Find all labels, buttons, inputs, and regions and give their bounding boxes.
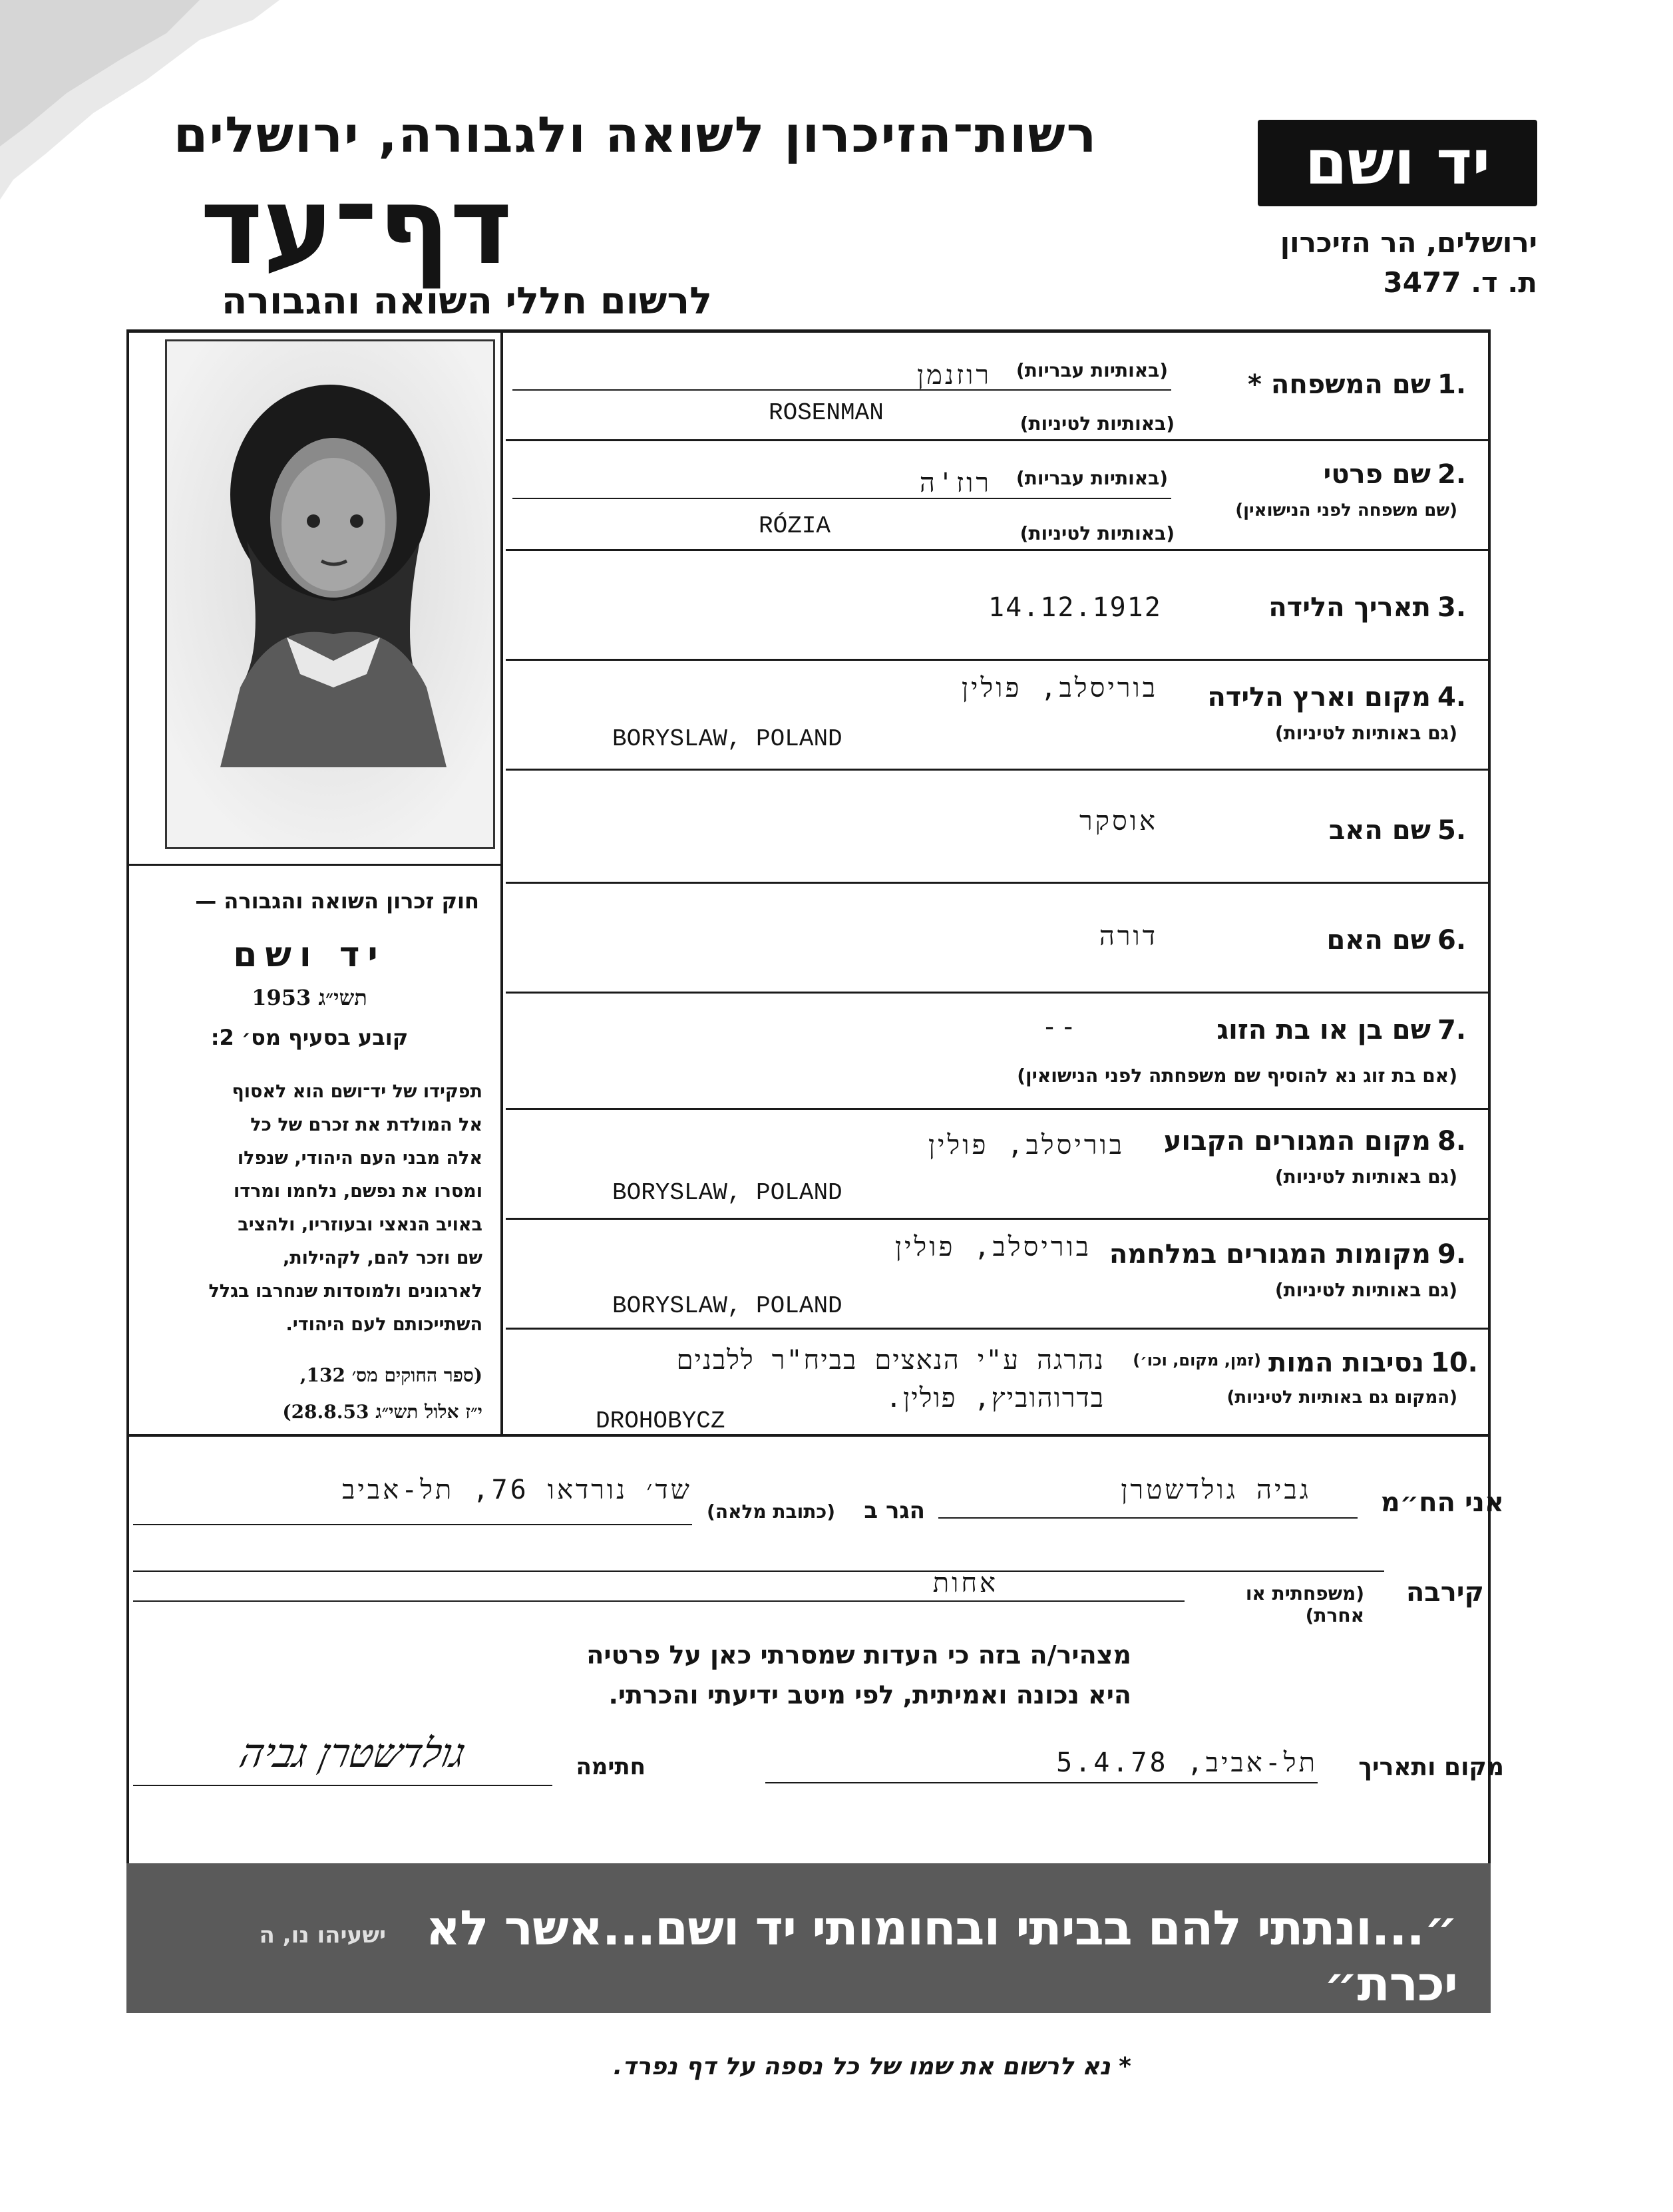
declarant-label: אני הח״מ [1380,1487,1504,1518]
hebrew-letters-hint: (באותיות עבריות) [1016,467,1168,489]
field-9-latin-value[interactable]: BORYSLAW, POLAND [612,1292,842,1320]
row-separator [506,659,1488,661]
address-second-underline [133,1570,1384,1572]
field-7-value[interactable]: -- [1041,1012,1079,1042]
law-text-line-4: ומסרו את נפשם, נלחמו ומרדו [233,1181,482,1202]
address-hint: (כתובת מלאה) [707,1501,835,1523]
field-4-subhint: (גם באותיות לטיניות) [1274,722,1457,744]
field-4-hebrew-value[interactable]: בוריסלב, פולין [961,673,1158,703]
field-8-label: מקום המגורים הקבוע [1163,1126,1431,1157]
place-date-underline [765,1782,1318,1783]
row-separator [506,1218,1488,1220]
field-10-subhint: (המקום גם באותיות לטיניות) [1226,1387,1457,1407]
latin-letters-hint: (באותיות לטיניות) [1020,413,1175,435]
kinship-underline [133,1600,1185,1602]
field-7-label: שם בן או בת הזוג [1216,1015,1431,1045]
law-text-line-5: באויב הנאצי ובעוזריו, ולהציב [238,1214,482,1235]
field-4-latin-value[interactable]: BORYSLAW, POLAND [612,725,842,753]
law-text-line-1: תפקידו של יד־ושם הוא לאסוף [232,1081,482,1102]
place-date-label: מקום ותאריך [1358,1753,1504,1781]
field-2-hebrew-value[interactable]: רוז'ה [919,468,992,498]
column-divider [500,329,503,1434]
law-text-line-7: לארגונים ולמוסדות שנחרבו בגלל [208,1281,482,1302]
statement-line-1: מצהיר/ה בזה כי העדות שמסרתי כאן על פרטיה [586,1640,1131,1670]
row-separator [506,549,1488,551]
statement-line-2: היא נכונה ואמיתית, לפי מיטב ידיעתי והכרתי. [608,1680,1131,1710]
banner-quote: ״...ונתתי להם בביתי ובחומותי יד ושם...אשר לא יכרת״ [425,1900,1457,2012]
row-separator [506,1108,1488,1110]
kinship-value[interactable]: אחות [932,1568,998,1598]
law-heading: חוק זכרון השואה והגבורה — [195,888,479,914]
resides-label: הגר ב [864,1497,925,1524]
field-7-subhint: (אם בת זוג נא להוסיף שם משפחתה לפני הנישואין) [1017,1065,1457,1087]
declarant-underline [938,1517,1358,1519]
field-1-hebrew-value[interactable]: רוזנמן [917,360,992,391]
field-1-number: 1. [1437,369,1467,400]
kinship-label: קירבה [1405,1577,1484,1608]
row-separator [506,769,1488,771]
field-10-label-hint: (זמן, מקום, וכו׳) [1133,1351,1261,1370]
field-7-number: 7. [1437,1015,1467,1045]
field-2-label: שם פרטי [1323,459,1431,490]
law-reference: (ספר החוקים מס׳ 132, [299,1364,482,1386]
field-5-value[interactable]: אוסקר [1079,806,1158,836]
declarant-value[interactable]: גביה גולדשטרן [1121,1475,1311,1505]
law-text-line-2: אל המולדת את זכרם של כל [250,1115,482,1135]
quote-banner [126,1863,1491,2013]
footnote: * נא לרשום את שמו של כל נספה על דף נפרד. [613,2053,1131,2080]
field-8-subhint: (גם באותיות לטיניות) [1274,1166,1457,1188]
field-8-number: 8. [1437,1126,1467,1157]
kinship-hint: (משפחתית או אחרת) [1245,1582,1364,1626]
photo-box-bottom-rule [126,864,500,866]
field-10-hebrew-value-2[interactable]: בדרוהוביץ, פולין. [885,1383,1105,1413]
logo-text: יד ושם [1304,127,1491,198]
field-4-number: 4. [1437,682,1467,713]
field-2-latin-value[interactable]: RÓZIA [759,512,831,540]
field-10-label: נסיבות המות [1268,1348,1424,1378]
field-2-subhint: (שם משפחה לפני הנישואין) [1235,500,1457,520]
field-9-number: 9. [1437,1239,1467,1270]
field-3-label: תאריך הלידה [1268,592,1431,623]
place-date-value[interactable]: תל-אביב, 5.4.78 [1056,1748,1318,1778]
field-6-label: שם האם [1326,925,1431,956]
law-clause: קובע בסעיף מס׳ 2: [210,1025,409,1050]
law-text-line-3: אלה מבני העם היהודי, שנפלו [237,1148,482,1169]
field-10-hebrew-value[interactable]: נהרגה ע"י הנאצים בביח"ר ללבנים [676,1345,1105,1376]
row-separator [506,439,1488,441]
law-text-line-8: השתייכותם לעם היהודי. [285,1314,482,1335]
frame-top-border [126,329,1491,333]
banner-source: ישעיהו נו, ה [259,1922,386,1948]
field-8-latin-value[interactable]: BORYSLAW, POLAND [612,1179,842,1206]
law-date: י״ז אלול תשי״ג 28.8.53) [282,1401,482,1423]
field-10-latin-value[interactable]: DROHOBYCZ [596,1407,725,1435]
field-9-hebrew-value[interactable]: בוריסלב, פולין [894,1232,1091,1262]
address-line-1: ירושלים, הר הזיכרון [1280,226,1537,259]
form-title: דף־עד [200,164,512,288]
field-10-number: 10. [1431,1348,1478,1378]
field-4-label: מקום וארץ הלידה [1207,682,1431,713]
frame-left-border [126,329,129,2013]
section-separator [126,1434,1491,1437]
portrait-image [167,341,493,847]
row-separator [506,882,1488,884]
field-1-label: שם המשפחה * [1248,369,1431,400]
row-separator [506,1328,1488,1330]
victim-photo [165,339,495,849]
address-value[interactable]: שד׳ נורדאו 76, תל-אביב [342,1475,692,1505]
form-subtitle: לרשום חללי השואה והגבורה [221,279,712,323]
yad-vashem-logo [1258,120,1537,206]
signature-value[interactable]: גולדשטרן גביה [236,1730,470,1777]
signature-label: חתימה [576,1753,646,1780]
law-text-line-6: שם וזכר להם, לקהילות, [282,1248,482,1268]
field-5-number: 5. [1437,815,1467,846]
hebrew-letters-hint: (באותיות עבריות) [1016,359,1168,381]
field-3-value[interactable]: 14.12.1912 [988,592,1162,623]
field-5-label: שם האב [1328,815,1431,846]
field-9-subhint: (גם באותיות לטיניות) [1274,1279,1457,1301]
field-6-value[interactable]: דורה [1099,921,1158,952]
signature-underline [133,1785,552,1786]
law-year: תשי״ג 1953 [252,985,367,1010]
latin-letters-hint: (באותיות לטיניות) [1020,522,1175,544]
address-underline [133,1524,692,1525]
law-name: יד ושם [233,935,386,975]
address-line-2: ת. ד. 3477 [1383,266,1537,299]
field-2-number: 2. [1437,459,1467,490]
field-3-number: 3. [1437,592,1467,623]
field-1-latin-value[interactable]: ROSENMAN [769,399,884,427]
field-6-number: 6. [1437,925,1467,956]
field-9-label: מקומות המגורים במלחמה [1109,1239,1431,1270]
field-8-hebrew-value[interactable]: בוריסלב, פולין [928,1130,1125,1161]
authority-name: רשות־הזיכרון לשואה ולגבורה, ירושלים [173,106,1098,164]
row-separator [506,992,1488,994]
